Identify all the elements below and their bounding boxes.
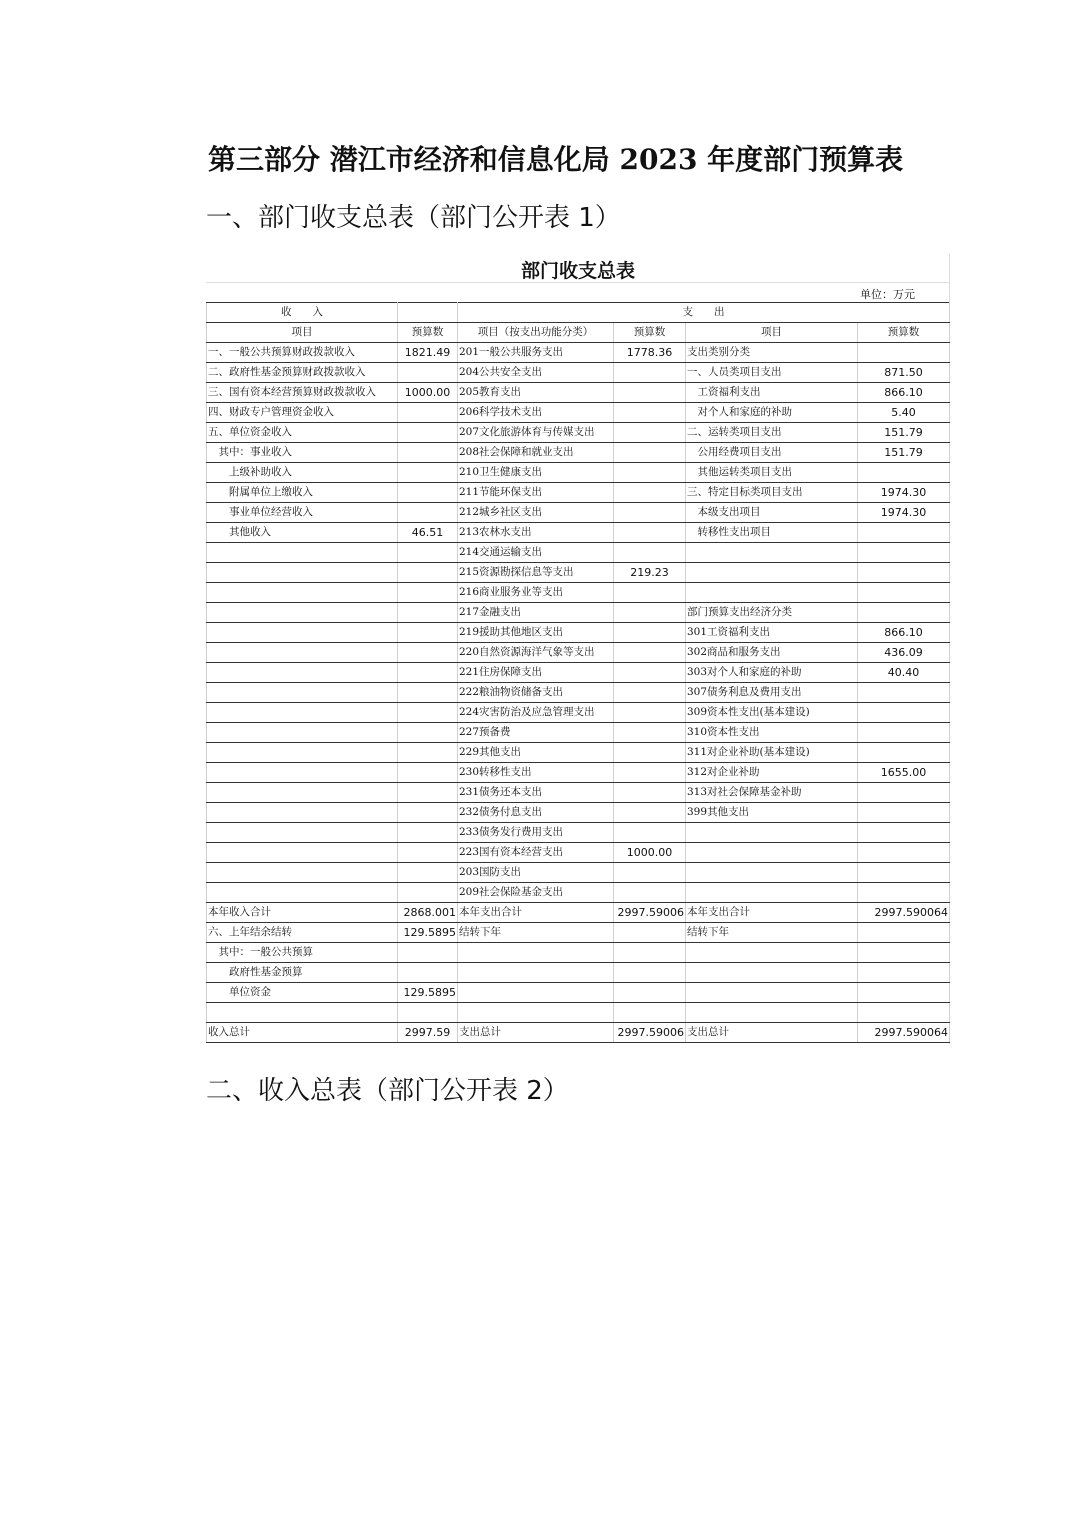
function-budget-cell xyxy=(614,483,686,503)
table-row xyxy=(207,563,950,583)
income-budget-cell xyxy=(398,943,458,963)
function-item-cell: 223国有资本经营支出 xyxy=(458,843,614,863)
income-item-cell xyxy=(207,603,398,623)
income-item-cell xyxy=(207,703,398,723)
part-title: 第三部分 潜江市经济和信息化局 2023 年度部门预算表 xyxy=(208,143,904,176)
income-item-cell xyxy=(207,843,398,863)
income-item-cell xyxy=(207,543,398,563)
function-budget-cell xyxy=(614,663,686,683)
function-item-cell: 221住房保障支出 xyxy=(458,663,614,683)
income-item-cell xyxy=(207,663,398,683)
category-budget-cell xyxy=(858,463,950,483)
income-item-cell: 上级补助收入 xyxy=(207,463,398,483)
income-budget-cell xyxy=(398,863,458,883)
category-budget-cell: 871.50 xyxy=(858,363,950,383)
category-item-cell: 二、运转类项目支出 xyxy=(686,423,858,443)
table-row xyxy=(207,863,950,883)
income-budget-cell xyxy=(398,363,458,383)
category-item-cell: 对个人和家庭的补助 xyxy=(686,403,858,423)
category-budget-cell xyxy=(858,783,950,803)
income-budget-cell: 129.5895 xyxy=(398,983,458,1003)
category-budget-cell xyxy=(858,523,950,543)
category-item-cell xyxy=(686,563,858,583)
column-header-row xyxy=(207,323,950,343)
function-item-cell: 231债务还本支出 xyxy=(458,783,614,803)
table-row xyxy=(207,883,950,903)
category-budget-cell: 5.40 xyxy=(858,403,950,423)
table-row xyxy=(207,623,950,643)
col-header-category-budget: 预算数 xyxy=(858,323,950,343)
function-budget-cell xyxy=(614,603,686,623)
income-budget-cell xyxy=(398,603,458,623)
function-budget-cell xyxy=(614,783,686,803)
category-budget-cell: 436.09 xyxy=(858,643,950,663)
category-budget-cell xyxy=(858,583,950,603)
category-item-cell: 转移性支出项目 xyxy=(686,523,858,543)
income-budget-cell xyxy=(398,683,458,703)
table-row xyxy=(207,423,950,443)
table-row xyxy=(207,403,950,423)
category-item-cell: 311对企业补助(基本建设) xyxy=(686,743,858,763)
table-row xyxy=(207,983,950,1003)
income-budget-cell xyxy=(398,703,458,723)
category-item-cell xyxy=(686,983,858,1003)
function-budget-cell xyxy=(614,723,686,743)
function-item-cell: 216商业服务业等支出 xyxy=(458,583,614,603)
category-item-cell xyxy=(686,1003,858,1023)
category-budget-cell xyxy=(858,883,950,903)
income-budget-cell xyxy=(398,583,458,603)
function-budget-cell xyxy=(614,763,686,783)
category-budget-cell: 1974.30 xyxy=(858,483,950,503)
table-row xyxy=(207,723,950,743)
income-budget-cell: 129.5895 xyxy=(398,923,458,943)
function-budget-cell xyxy=(614,503,686,523)
income-item-cell: 本年收入合计 xyxy=(207,903,398,923)
function-item-cell: 217金融支出 xyxy=(458,603,614,623)
category-item-cell xyxy=(686,883,858,903)
income-budget-cell xyxy=(398,883,458,903)
income-budget-cell xyxy=(398,543,458,563)
income-budget-cell xyxy=(398,563,458,583)
category-budget-cell: 151.79 xyxy=(858,423,950,443)
expense-group-header: 支 出 xyxy=(458,303,950,323)
income-budget-cell: 1821.49 xyxy=(398,343,458,363)
category-budget-cell xyxy=(858,603,950,623)
category-budget-cell xyxy=(858,943,950,963)
function-budget-cell xyxy=(614,383,686,403)
income-item-cell xyxy=(207,583,398,603)
category-budget-cell xyxy=(858,843,950,863)
income-budget-cell xyxy=(398,723,458,743)
income-budget-cell xyxy=(398,623,458,643)
function-item-cell: 结转下年 xyxy=(458,923,614,943)
income-budget-cell xyxy=(398,463,458,483)
budget-summary-table xyxy=(206,302,950,1043)
function-item-cell: 213农林水支出 xyxy=(458,523,614,543)
function-budget-cell xyxy=(614,803,686,823)
income-item-cell: 单位资金 xyxy=(207,983,398,1003)
category-item-cell: 本年支出合计 xyxy=(686,903,858,923)
income-budget-cell xyxy=(398,403,458,423)
income-item-cell: 一、一般公共预算财政拨款收入 xyxy=(207,343,398,363)
income-item-cell xyxy=(207,743,398,763)
category-budget-cell xyxy=(858,723,950,743)
category-item-cell: 303对个人和家庭的补助 xyxy=(686,663,858,683)
income-item-cell: 附属单位上缴收入 xyxy=(207,483,398,503)
table-row xyxy=(207,543,950,563)
function-budget-cell xyxy=(614,983,686,1003)
table-title: 部门收支总表 xyxy=(520,260,635,282)
section-1-title: 一、部门收支总表（部门公开表 1） xyxy=(206,203,621,233)
income-budget-cell xyxy=(398,803,458,823)
function-item-cell xyxy=(458,943,614,963)
income-budget-cell: 46.51 xyxy=(398,523,458,543)
category-item-cell: 313对社会保障基金补助 xyxy=(686,783,858,803)
income-budget-cell xyxy=(398,783,458,803)
category-item-cell: 一、人员类项目支出 xyxy=(686,363,858,383)
income-item-cell xyxy=(207,863,398,883)
blank-cell xyxy=(398,303,458,323)
table-row xyxy=(207,823,950,843)
category-item-cell: 307债务利息及费用支出 xyxy=(686,683,858,703)
table-row xyxy=(207,523,950,543)
col-header-function-budget: 预算数 xyxy=(614,323,686,343)
table-row xyxy=(207,483,950,503)
function-item-cell: 232债务付息支出 xyxy=(458,803,614,823)
income-item-cell: 五、单位资金收入 xyxy=(207,423,398,443)
category-budget-cell: 40.40 xyxy=(858,663,950,683)
income-budget-cell xyxy=(398,663,458,683)
function-budget-cell xyxy=(614,583,686,603)
category-budget-cell xyxy=(858,963,950,983)
category-budget-cell xyxy=(858,703,950,723)
function-budget-cell: 2997.59006 xyxy=(614,903,686,923)
income-item-cell xyxy=(207,1003,398,1023)
function-item-cell: 222粮油物资储备支出 xyxy=(458,683,614,703)
category-item-cell xyxy=(686,843,858,863)
function-budget-cell xyxy=(614,363,686,383)
function-item-cell: 214交通运输支出 xyxy=(458,543,614,563)
income-item-cell: 四、财政专户管理资金收入 xyxy=(207,403,398,423)
category-item-cell: 310资本性支出 xyxy=(686,723,858,743)
col-header-category-item: 项目 xyxy=(686,323,858,343)
category-item-cell: 支出类别分类 xyxy=(686,343,858,363)
unit-label: 单位：万元 xyxy=(860,288,915,301)
table-row xyxy=(207,603,950,623)
table-row xyxy=(207,643,950,663)
category-budget-cell: 1655.00 xyxy=(858,763,950,783)
income-budget-cell xyxy=(398,503,458,523)
function-item-cell: 205教育支出 xyxy=(458,383,614,403)
income-budget-cell xyxy=(398,423,458,443)
category-item-cell: 部门预算支出经济分类 xyxy=(686,603,858,623)
function-budget-cell xyxy=(614,883,686,903)
function-item-cell: 210卫生健康支出 xyxy=(458,463,614,483)
table-row xyxy=(207,963,950,983)
function-item-cell: 支出总计 xyxy=(458,1023,614,1043)
category-budget-cell xyxy=(858,863,950,883)
income-budget-cell xyxy=(398,443,458,463)
function-item-cell: 230转移性支出 xyxy=(458,763,614,783)
group-header-row xyxy=(207,303,950,323)
category-budget-cell xyxy=(858,983,950,1003)
income-item-cell xyxy=(207,783,398,803)
income-item-cell xyxy=(207,623,398,643)
income-group-header: 收 入 xyxy=(207,303,398,323)
table-row xyxy=(207,783,950,803)
table-row xyxy=(207,463,950,483)
income-item-cell xyxy=(207,723,398,743)
income-item-cell xyxy=(207,563,398,583)
table-row xyxy=(207,503,950,523)
income-item-cell xyxy=(207,823,398,843)
function-budget-cell xyxy=(614,923,686,943)
function-item-cell: 215资源勘探信息等支出 xyxy=(458,563,614,583)
table-row xyxy=(207,383,950,403)
function-budget-cell xyxy=(614,943,686,963)
function-item-cell: 206科学技术支出 xyxy=(458,403,614,423)
function-budget-cell xyxy=(614,963,686,983)
income-item-cell: 其中：事业收入 xyxy=(207,443,398,463)
category-item-cell: 三、特定目标类项目支出 xyxy=(686,483,858,503)
function-budget-cell xyxy=(614,863,686,883)
category-item-cell: 312对企业补助 xyxy=(686,763,858,783)
income-budget-cell xyxy=(398,763,458,783)
income-budget-cell xyxy=(398,1003,458,1023)
income-budget-cell xyxy=(398,643,458,663)
function-item-cell: 208社会保障和就业支出 xyxy=(458,443,614,463)
income-item-cell xyxy=(207,683,398,703)
function-item-cell: 204公共安全支出 xyxy=(458,363,614,383)
category-budget-cell xyxy=(858,343,950,363)
function-item-cell: 201一般公共服务支出 xyxy=(458,343,614,363)
col-header-function-item: 项目（按支出功能分类） xyxy=(458,323,614,343)
function-item-cell xyxy=(458,983,614,1003)
category-item-cell: 支出总计 xyxy=(686,1023,858,1043)
income-item-cell: 其中：一般公共预算 xyxy=(207,943,398,963)
table-row xyxy=(207,703,950,723)
income-item-cell: 三、国有资本经营预算财政拨款收入 xyxy=(207,383,398,403)
category-budget-cell xyxy=(858,743,950,763)
function-budget-cell: 2997.59006 xyxy=(614,1023,686,1043)
function-item-cell: 本年支出合计 xyxy=(458,903,614,923)
category-budget-cell xyxy=(858,683,950,703)
income-budget-cell xyxy=(398,483,458,503)
function-item-cell: 229其他支出 xyxy=(458,743,614,763)
category-budget-cell xyxy=(858,803,950,823)
category-item-cell: 399其他支出 xyxy=(686,803,858,823)
table-row xyxy=(207,1023,950,1043)
category-item-cell: 本级支出项目 xyxy=(686,503,858,523)
table-row xyxy=(207,923,950,943)
income-item-cell: 政府性基金预算 xyxy=(207,963,398,983)
function-item-cell: 212城乡社区支出 xyxy=(458,503,614,523)
function-item-cell xyxy=(458,1003,614,1023)
function-budget-cell xyxy=(614,1003,686,1023)
function-budget-cell xyxy=(614,703,686,723)
table-row xyxy=(207,803,950,823)
table-row xyxy=(207,843,950,863)
table-row xyxy=(207,943,950,963)
function-budget-cell xyxy=(614,623,686,643)
function-budget-cell xyxy=(614,463,686,483)
function-item-cell: 227预备费 xyxy=(458,723,614,743)
function-item-cell: 219援助其他地区支出 xyxy=(458,623,614,643)
income-budget-cell xyxy=(398,963,458,983)
income-item-cell xyxy=(207,803,398,823)
category-budget-cell: 866.10 xyxy=(858,623,950,643)
income-item-cell: 收入总计 xyxy=(207,1023,398,1043)
table-row xyxy=(207,1003,950,1023)
category-item-cell: 其他运转类项目支出 xyxy=(686,463,858,483)
category-budget-cell xyxy=(858,563,950,583)
function-budget-cell xyxy=(614,683,686,703)
category-budget-cell: 866.10 xyxy=(858,383,950,403)
category-item-cell xyxy=(686,943,858,963)
income-item-cell: 事业单位经营收入 xyxy=(207,503,398,523)
income-item-cell: 六、上年结余结转 xyxy=(207,923,398,943)
table-row xyxy=(207,763,950,783)
function-item-cell: 211节能环保支出 xyxy=(458,483,614,503)
income-budget-cell xyxy=(398,743,458,763)
function-budget-cell: 219.23 xyxy=(614,563,686,583)
category-budget-cell xyxy=(858,1003,950,1023)
function-item-cell xyxy=(458,963,614,983)
function-budget-cell xyxy=(614,523,686,543)
category-budget-cell xyxy=(858,543,950,563)
income-item-cell xyxy=(207,883,398,903)
table-row xyxy=(207,443,950,463)
function-item-cell: 209社会保险基金支出 xyxy=(458,883,614,903)
category-item-cell xyxy=(686,583,858,603)
income-item-cell xyxy=(207,643,398,663)
category-item-cell: 公用经费项目支出 xyxy=(686,443,858,463)
function-budget-cell xyxy=(614,403,686,423)
category-budget-cell: 151.79 xyxy=(858,443,950,463)
category-item-cell: 工资福利支出 xyxy=(686,383,858,403)
category-budget-cell: 2997.590064 xyxy=(858,903,950,923)
table-row xyxy=(207,903,950,923)
income-budget-cell xyxy=(398,823,458,843)
category-item-cell: 309资本性支出(基本建设) xyxy=(686,703,858,723)
income-budget-cell: 2868.001 xyxy=(398,903,458,923)
table-row xyxy=(207,683,950,703)
col-header-income-item: 项目 xyxy=(207,323,398,343)
category-budget-cell: 2997.590064 xyxy=(858,1023,950,1043)
table-row xyxy=(207,743,950,763)
table-row xyxy=(207,343,950,363)
category-item-cell xyxy=(686,823,858,843)
category-item-cell: 结转下年 xyxy=(686,923,858,943)
function-item-cell: 203国防支出 xyxy=(458,863,614,883)
function-item-cell: 207文化旅游体育与传媒支出 xyxy=(458,423,614,443)
income-item-cell xyxy=(207,763,398,783)
category-item-cell: 302商品和服务支出 xyxy=(686,643,858,663)
category-budget-cell: 1974.30 xyxy=(858,503,950,523)
function-budget-cell: 1000.00 xyxy=(614,843,686,863)
function-budget-cell: 1778.36 xyxy=(614,343,686,363)
category-item-cell xyxy=(686,963,858,983)
income-budget-cell: 1000.00 xyxy=(398,383,458,403)
function-budget-cell xyxy=(614,823,686,843)
function-item-cell: 224灾害防治及应急管理支出 xyxy=(458,703,614,723)
category-budget-cell xyxy=(858,823,950,843)
table-row xyxy=(207,363,950,383)
income-item-cell: 其他收入 xyxy=(207,523,398,543)
category-item-cell xyxy=(686,543,858,563)
category-budget-cell xyxy=(858,923,950,943)
function-budget-cell xyxy=(614,743,686,763)
category-item-cell xyxy=(686,863,858,883)
table-row xyxy=(207,583,950,603)
function-item-cell: 220自然资源海洋气象等支出 xyxy=(458,643,614,663)
income-item-cell: 二、政府性基金预算财政拨款收入 xyxy=(207,363,398,383)
function-item-cell: 233债务发行费用支出 xyxy=(458,823,614,843)
function-budget-cell xyxy=(614,543,686,563)
col-header-income-budget: 预算数 xyxy=(398,323,458,343)
category-item-cell: 301工资福利支出 xyxy=(686,623,858,643)
function-budget-cell xyxy=(614,423,686,443)
income-budget-cell: 2997.59 xyxy=(398,1023,458,1043)
section-2-title: 二、收入总表（部门公开表 2） xyxy=(206,1076,569,1106)
function-budget-cell xyxy=(614,443,686,463)
table-row xyxy=(207,663,950,683)
function-budget-cell xyxy=(614,643,686,663)
income-budget-cell xyxy=(398,843,458,863)
